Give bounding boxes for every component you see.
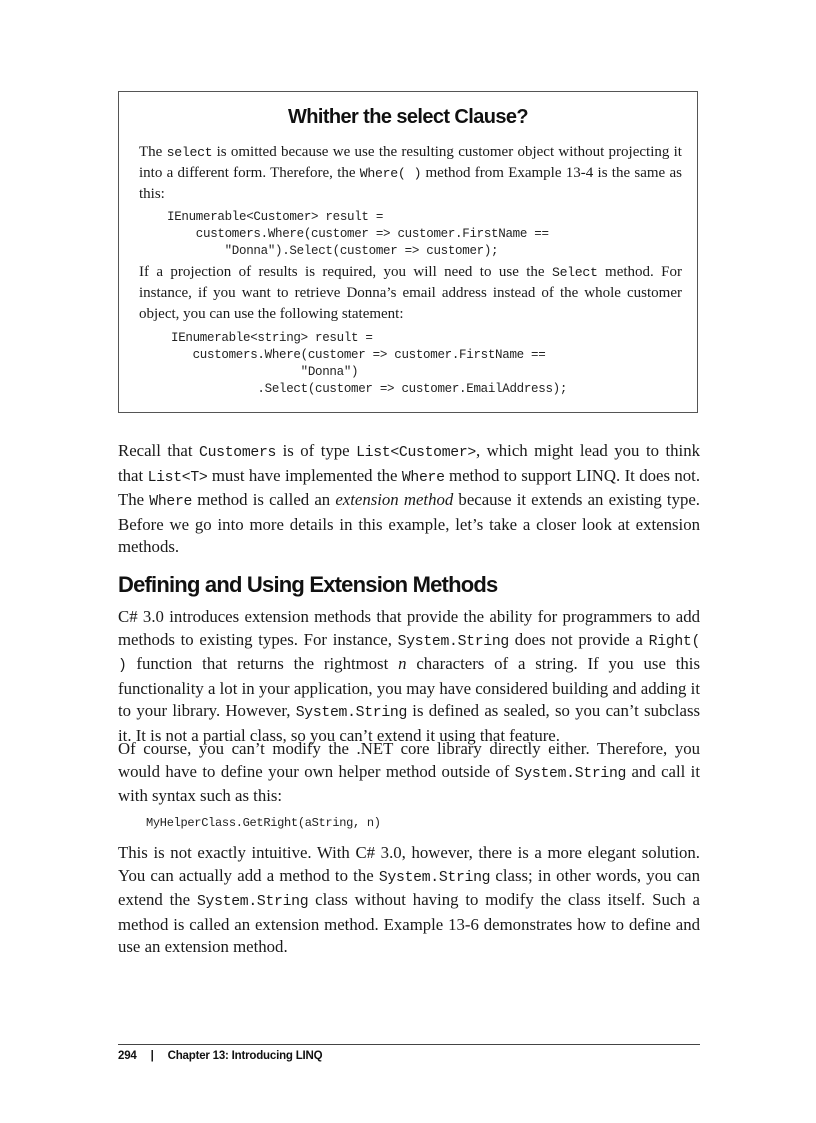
body-paragraph-4: This is not exactly intuitive. With C# 3.0, however, there is a more elegant solution. You can actually add a method to the System.String class; in other words, you can extend the System.String class without having to modify the class itself. Such a method is called an extension method. Example 13-6 demonstrates how to define and use an extension method. — [118, 843, 700, 956]
sidebar-box — [118, 91, 698, 413]
inline-code: Right( ) — [118, 633, 701, 674]
body-code-block: MyHelperClass.GetRight(aString, n) — [146, 816, 381, 830]
inline-code: System.String — [196, 894, 309, 910]
inline-code: Select — [551, 265, 598, 280]
emphasis: n — [398, 654, 407, 673]
body-paragraph-3: Of course, you can’t modify the .NET core library directly either. Therefore, you would have to define your own helper method outside of System.String and call it with syntax such as this: — [118, 739, 700, 805]
page-number: 294 — [118, 1050, 137, 1062]
inline-code: Where — [401, 469, 445, 486]
page-footer — [118, 1050, 322, 1062]
chapter-title: Chapter 13: Introducing LINQ — [167, 1050, 323, 1062]
inline-code: System.String — [295, 705, 408, 721]
inline-code: System.String — [378, 869, 491, 886]
sidebar-paragraph-1: The select is omitted because we use the resulting customer object without projecting it into a different form. Therefore, the Where( ) method from Example 13-4 is the same as this: — [139, 144, 682, 202]
footer-separator: | — [150, 1050, 154, 1062]
sidebar-paragraph-2: If a projection of results is required, you will need to use the Select method. For instance, if you want to retrieve Donna’s email address instead of the whole customer object, you can use the following statement: — [139, 264, 682, 322]
section-heading: Defining and Using Extension Methods — [118, 572, 498, 597]
body-paragraph-2: C# 3.0 introduces extension methods that provide the ability for programmers to add methods to existing types. For instance, System.String does not provide a Right( ) function that returns the rightmost n characters of a string. If you use this functionality a lot in your application, you may have considered building and adding it to your library. However, System.String is defined as sealed, so you can’t subclass it. It is not a partial class, so you can’t extend it using that feature. — [118, 607, 701, 745]
emphasis: extension method — [335, 490, 454, 509]
inline-code: System.String — [514, 765, 627, 782]
footer-rule — [118, 1044, 700, 1045]
inline-code: List<T> — [147, 469, 208, 486]
sidebar-title: Whither the select Clause? — [287, 106, 528, 128]
inline-code: Where( ) — [359, 166, 422, 181]
body-paragraph-1: Recall that Customers is of type List<Customer>, which might lead you to think that List<T> must have implemented the Where method to support LINQ. It does not. The Where method is called an extension method because it extends an existing type. Before we go into more details in this example, let’s take a closer look at extension methods. — [118, 441, 701, 556]
sidebar-code-block-1: IEnumerable<Customer> result = customers.Where(customer => customer.FirstName == "Donna").Select(customer => customer); — [167, 210, 549, 258]
inline-code: List<Customer> — [356, 445, 476, 461]
inline-code: Where — [149, 494, 193, 510]
inline-code: System.String — [397, 633, 509, 650]
inline-code: Customers — [199, 445, 277, 461]
sidebar-code-block-2: IEnumerable<string> result = customers.Where(customer => customer.FirstName == "Donna") .Select(customer => customer.EmailAddress); — [171, 331, 568, 396]
inline-code: select — [166, 145, 213, 160]
